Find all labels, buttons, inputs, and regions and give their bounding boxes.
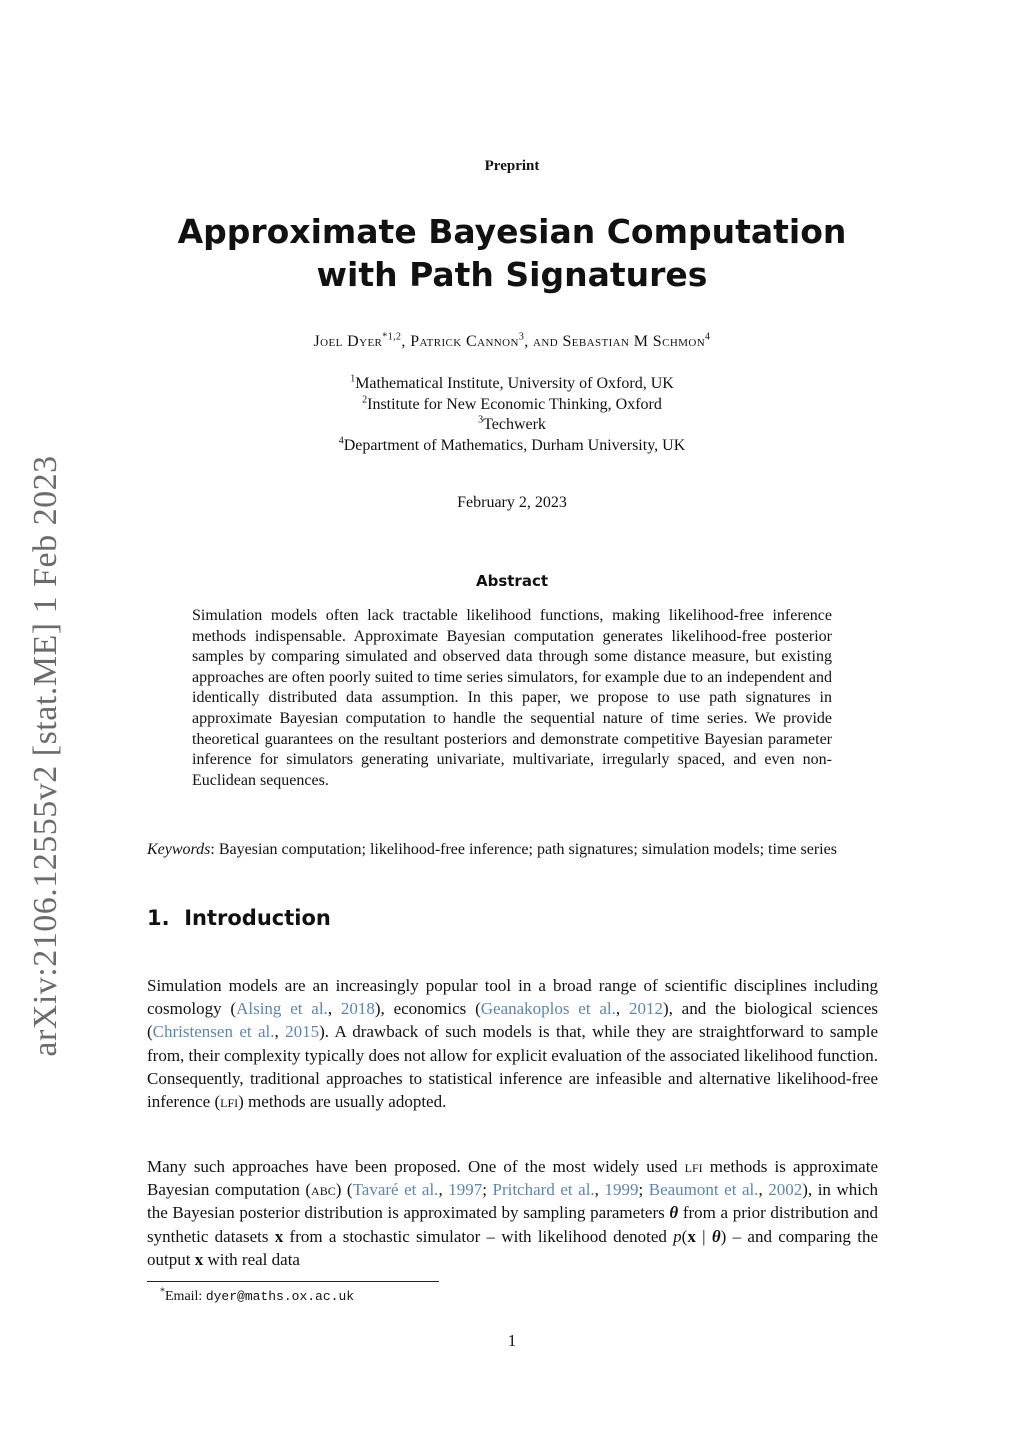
text-run: from a prior distribution and synthetic datasets xyxy=(147,1203,879,1246)
author-affiliation-marker: 4 xyxy=(705,331,711,343)
author-affiliation-marker: 3 xyxy=(518,331,525,343)
text-run: – and comparing the output xyxy=(147,1226,878,1269)
text-run: Simulation models are an increasingly popular tool in a broad range of scientific disciplines including cosmology ( xyxy=(147,976,878,1019)
affiliation-marker: 1 xyxy=(350,373,356,385)
affiliation xyxy=(0,415,1024,436)
math-x: x xyxy=(274,1226,284,1246)
citation-link[interactable]: Beaumont et al. xyxy=(648,1180,759,1200)
citation-year-link[interactable]: 2012 xyxy=(628,999,663,1019)
text-run: ) ( xyxy=(335,1180,353,1200)
page-number: 1 xyxy=(507,1331,517,1350)
abbreviation: lfi xyxy=(220,1092,239,1112)
arxiv-identifier-stamp: arXiv:2106.12555v2 [stat.ME] 1 Feb 2023 xyxy=(27,455,64,1057)
text-run: ), economics ( xyxy=(374,999,481,1019)
author-list xyxy=(0,333,1024,351)
text-run: ) methods are usually adopted. xyxy=(238,1092,447,1112)
math-theta: θ xyxy=(711,1226,721,1246)
preprint-label: Preprint xyxy=(484,158,540,174)
title-line-2: with Path Signatures xyxy=(316,255,708,294)
citation-link[interactable]: Pritchard et al. xyxy=(492,1180,595,1200)
citation-link[interactable]: Geanakoplos et al. xyxy=(480,999,616,1019)
paper-title xyxy=(0,210,1024,296)
text-run: ), and the biological sciences ( xyxy=(147,999,878,1042)
text-run: ). A drawback of such models is that, while they are straightforward to sample from, their complexity typically does not allow for explicit evaluation of the associated likelihood function. Consequently, traditional approaches to statistical inference are infeasible and alternative likelihood-free inference ( xyxy=(147,1022,879,1112)
affiliation xyxy=(0,395,1024,416)
text-run: Many such approaches have been proposed. One of the most widely used xyxy=(147,1157,685,1176)
text-run: with real data xyxy=(203,1249,300,1269)
affiliation-text: Institute for New Economic Thinking, Oxford xyxy=(367,395,662,413)
author-affiliation-marker: *1,2 xyxy=(382,331,402,343)
abbreviation: abc xyxy=(311,1180,336,1200)
citation-year-link[interactable]: 1999 xyxy=(604,1180,639,1200)
affiliation-marker: 3 xyxy=(478,414,484,426)
text-run: from a stochastic simulator – with likelihood denoted xyxy=(283,1226,674,1246)
citation-year-link[interactable]: 1997 xyxy=(448,1180,483,1200)
abstract-body: Simulation models often lack tractable likelihood functions, making likelihood-free inference methods indispensable. Approximate Bayesian computation generates likelihood-free posterior samples by comparing simulated and observed data through some distance measure, but existing approaches are often poorly suited to time series simulators, for example due to an independent and identically distributed data assumption. In this paper, we propose to use path signatures in approximate Bayesian computation to handle the sequential nature of time series. We provide theoretical guarantees on the resultant posteriors and demonstrate competitive Bayesian parameter inference for simulators generating univariate, multivariate, irregularly spaced, and even non-Euclidean sequences. xyxy=(192,607,832,789)
affiliation xyxy=(0,436,1024,457)
author-name: Sebastian M Schmon xyxy=(562,333,706,350)
citation-year-link[interactable]: 2018 xyxy=(340,999,375,1019)
footnote-label: Email: xyxy=(165,1289,206,1304)
keywords-text: Bayesian computation; likelihood-free inference; path signatures; simulation models; time series xyxy=(218,841,837,858)
footnote-divider xyxy=(147,1281,439,1282)
citation-link[interactable]: Tavaré et al. xyxy=(352,1180,439,1200)
affiliation-marker: 2 xyxy=(362,394,368,406)
math-p: p xyxy=(673,1226,682,1246)
keywords-label: Keywords xyxy=(147,841,211,858)
abbreviation: lfi xyxy=(684,1157,703,1176)
citation-link[interactable]: Christensen et al. xyxy=(152,1022,275,1042)
section-title: Introduction xyxy=(184,906,331,930)
math-x: x xyxy=(194,1249,204,1269)
abstract-heading: Abstract xyxy=(475,572,549,590)
citation-link[interactable]: Alsing et al. xyxy=(236,999,328,1019)
affiliation xyxy=(0,374,1024,395)
intro-paragraph-2: Many such approaches have been proposed. One of the most widely used lfi methods is approximate Bayesian computation (abc) (Tavaré et al., 1997; Pritchard et al., 1999; Beaumont et al., 2002), in which the Bayesian posterior distribution is approximated by sampling parameters θ from a prior distribution and synthetic datasets x from a stochastic simulator – with likelihood denoted p(x | θ) – and comparing the output x with real data xyxy=(147,1157,879,1269)
author-separator: , xyxy=(401,333,411,350)
email-address[interactable]: dyer@maths.ox.ac.uk xyxy=(205,1289,355,1304)
section-number: 1. xyxy=(147,906,170,930)
text-run: ), in which the Bayesian posterior distribution is approximated by sampling parameters xyxy=(147,1180,879,1223)
citation-year-link[interactable]: 2015 xyxy=(285,1022,320,1042)
keywords: Keywords: Bayesian computation; likelihood-free inference; path signatures; simulation models; time series xyxy=(147,841,837,858)
affiliation-marker: 4 xyxy=(338,435,344,447)
affiliation-text: Mathematical Institute, University of Oxford, UK xyxy=(355,375,674,392)
intro-paragraph-1: Simulation models are an increasingly popular tool in a broad range of scientific disciplines including cosmology (Alsing et al., 2018), economics (Geanakoplos et al., 2012), and the biological sciences (Christensen et al., 2015). A drawback of such models is that, while they are straightforward to sample from, their complexity typically does not allow for explicit evaluation of the associated likelihood function. Consequently, traditional approaches to statistical inference are infeasible and alternative likelihood-free inference (lfi) methods are usually adopted. xyxy=(147,976,879,1112)
text-run: methods is approximate Bayesian computation ( xyxy=(147,1157,878,1200)
section-heading xyxy=(147,906,331,930)
author-name: Patrick Cannon xyxy=(410,333,519,350)
author-separator: , and xyxy=(524,333,563,350)
footnote xyxy=(160,1286,355,1305)
math-x: x xyxy=(687,1226,696,1246)
author-name: Joel Dyer xyxy=(313,333,383,350)
citation-year-link[interactable]: 2002 xyxy=(768,1180,803,1200)
affiliation-text: Techwerk xyxy=(483,416,546,433)
footnote-marker: * xyxy=(160,1286,165,1298)
math-theta: θ xyxy=(669,1203,679,1223)
publication-date: February 2, 2023 xyxy=(457,494,567,511)
affiliation-list xyxy=(0,374,1024,456)
affiliation-text: Department of Mathematics, Durham University, UK xyxy=(343,436,686,454)
title-line-1: Approximate Bayesian Computation xyxy=(177,212,847,251)
